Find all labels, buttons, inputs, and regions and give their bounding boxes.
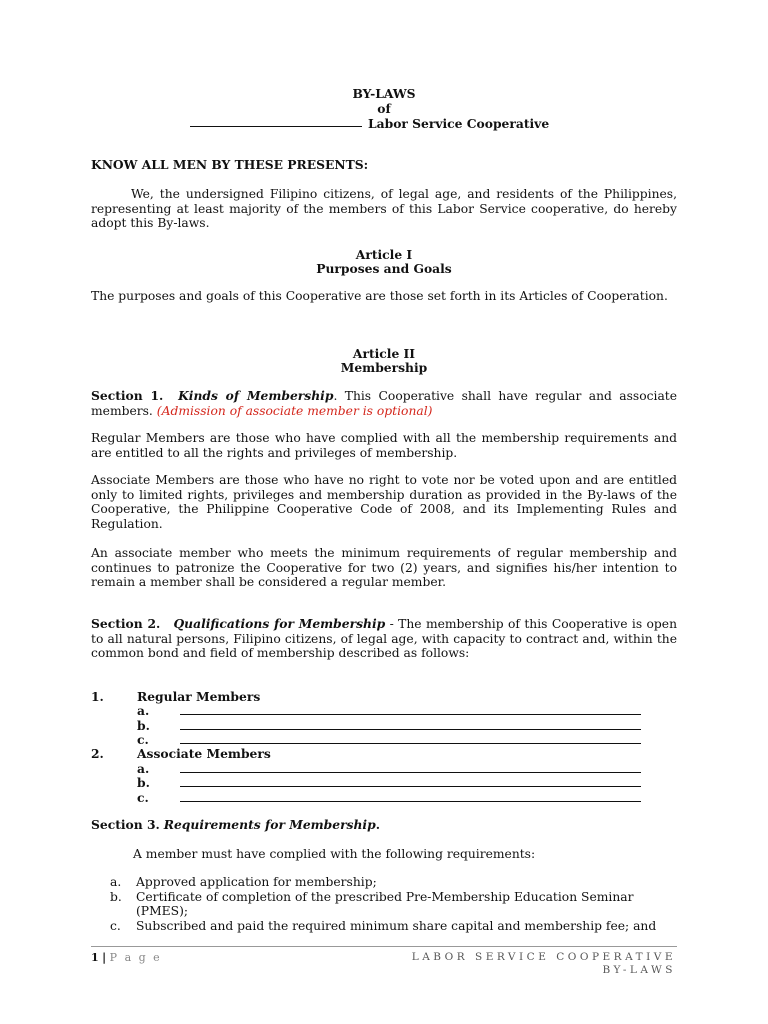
requirement-letter: b. — [110, 889, 122, 904]
article-2-title: Membership — [340, 360, 428, 375]
section-3-period: . — [375, 817, 380, 832]
requirement-item — [110, 890, 670, 919]
footer-document-label — [412, 951, 676, 977]
group-2-label: Associate Members — [137, 746, 271, 761]
regular-members-paragraph: Regular Members are those who have complied with all the membership requirements and are entitled to all the rights and privileges of membership. — [91, 431, 677, 460]
associate-members-paragraph: Associate Members are those who have no right to vote nor be voted upon and are entitled only to limited rights, privileges and membership duration as provided in the By-laws of the Cooperative, the Philippine Cooperative Code of 2008, and its Implementing Rules and Regulation. — [91, 473, 677, 531]
group-2-number: 2. — [91, 746, 104, 761]
group-2-blank-a — [180, 772, 641, 773]
section-1-note: (Admission of associate member is optional) — [156, 403, 433, 418]
title-of: of — [377, 101, 391, 116]
footer-page-number: 1 — [91, 951, 99, 964]
section-2-label: Section 2. — [91, 616, 161, 631]
article-1-number: Article I — [355, 247, 413, 262]
group-2-letter-a: a. — [137, 761, 150, 776]
cooperative-name-blank — [190, 116, 362, 127]
section-2-title: Qualifications for Membership — [173, 616, 386, 631]
document-title: BY-LAWS — [352, 86, 416, 101]
cooperative-name-suffix: Labor Service Cooperative — [368, 116, 550, 131]
intro-heading: KNOW ALL MEN BY THESE PRESENTS: — [91, 157, 369, 172]
article-2-number: Article II — [352, 346, 416, 361]
requirement-item — [110, 875, 670, 890]
group-2-letter-c: c. — [137, 790, 149, 805]
section-2-text: - The membership of this Cooperative is open to all natural persons, Filipino citizens, of legal age, with capacity to contract and, within the common bond and field of membership described as follows: — [91, 617, 677, 660]
footer-right-line-2: BY-LAWS — [602, 964, 676, 976]
requirements-list — [110, 875, 670, 933]
group-1-letter-b: b. — [137, 718, 150, 733]
section-1-title: Kinds of Membership — [178, 388, 334, 403]
group-1-letter-a: a. — [137, 703, 150, 718]
intro-paragraph: We, the undersigned Filipino citizens, of legal age, and residents of the Philippines, representing at least majority of the members of this Labor Service cooperative, do hereby adopt this By-laws. — [91, 187, 677, 230]
article-1-title: Purposes and Goals — [316, 261, 452, 276]
group-2-letter-b: b. — [137, 775, 150, 790]
conversion-paragraph: An associate member who meets the minimum requirements of regular membership and continues to patronize the Cooperative for two (2) years, and signifies his/her intention to remain a member shall be considered a regular member. — [91, 546, 677, 589]
section-1-paragraph — [91, 389, 677, 418]
group-2-blank-b — [180, 786, 641, 787]
group-1-label: Regular Members — [137, 689, 261, 704]
requirement-item — [110, 919, 670, 934]
requirement-text: Approved application for membership; — [136, 875, 377, 889]
footer-right-line-1: LABOR SERVICE COOPERATIVE — [411, 951, 676, 963]
section-2-paragraph — [91, 617, 677, 661]
group-1-blank-b — [180, 729, 641, 730]
section-3-title: Requirements for Membership — [163, 817, 376, 832]
article-1-paragraph: The purposes and goals of this Cooperative are those set forth in its Articles of Cooperation. — [91, 289, 668, 303]
section-3-label: Section 3. — [91, 817, 160, 832]
group-1-blank-c — [180, 743, 641, 744]
footer-page-label: P a g e — [109, 951, 162, 964]
section-1-label: Section 1. — [91, 388, 164, 403]
requirement-text: Subscribed and paid the required minimum share capital and membership fee; and — [136, 918, 657, 933]
group-1-number: 1. — [91, 689, 104, 704]
footer-page-indicator — [91, 951, 162, 964]
group-1-blank-a — [180, 714, 641, 715]
requirement-letter: a. — [110, 875, 122, 889]
requirement-text: Certificate of completion of the prescribed Pre-Membership Education Seminar (PMES); — [136, 889, 634, 918]
cooperative-name-line — [190, 116, 549, 131]
group-2-blank-c — [180, 801, 641, 802]
section-3-lead: A member must have complied with the following requirements: — [133, 847, 536, 861]
requirement-letter: c. — [110, 918, 121, 933]
group-1-letter-c: c. — [137, 732, 149, 747]
footer-divider — [91, 946, 677, 947]
section-1-text: . This Cooperative shall have regular and associate members. — [91, 389, 677, 418]
footer-separator: | — [102, 951, 107, 964]
section-3-heading — [91, 818, 677, 833]
